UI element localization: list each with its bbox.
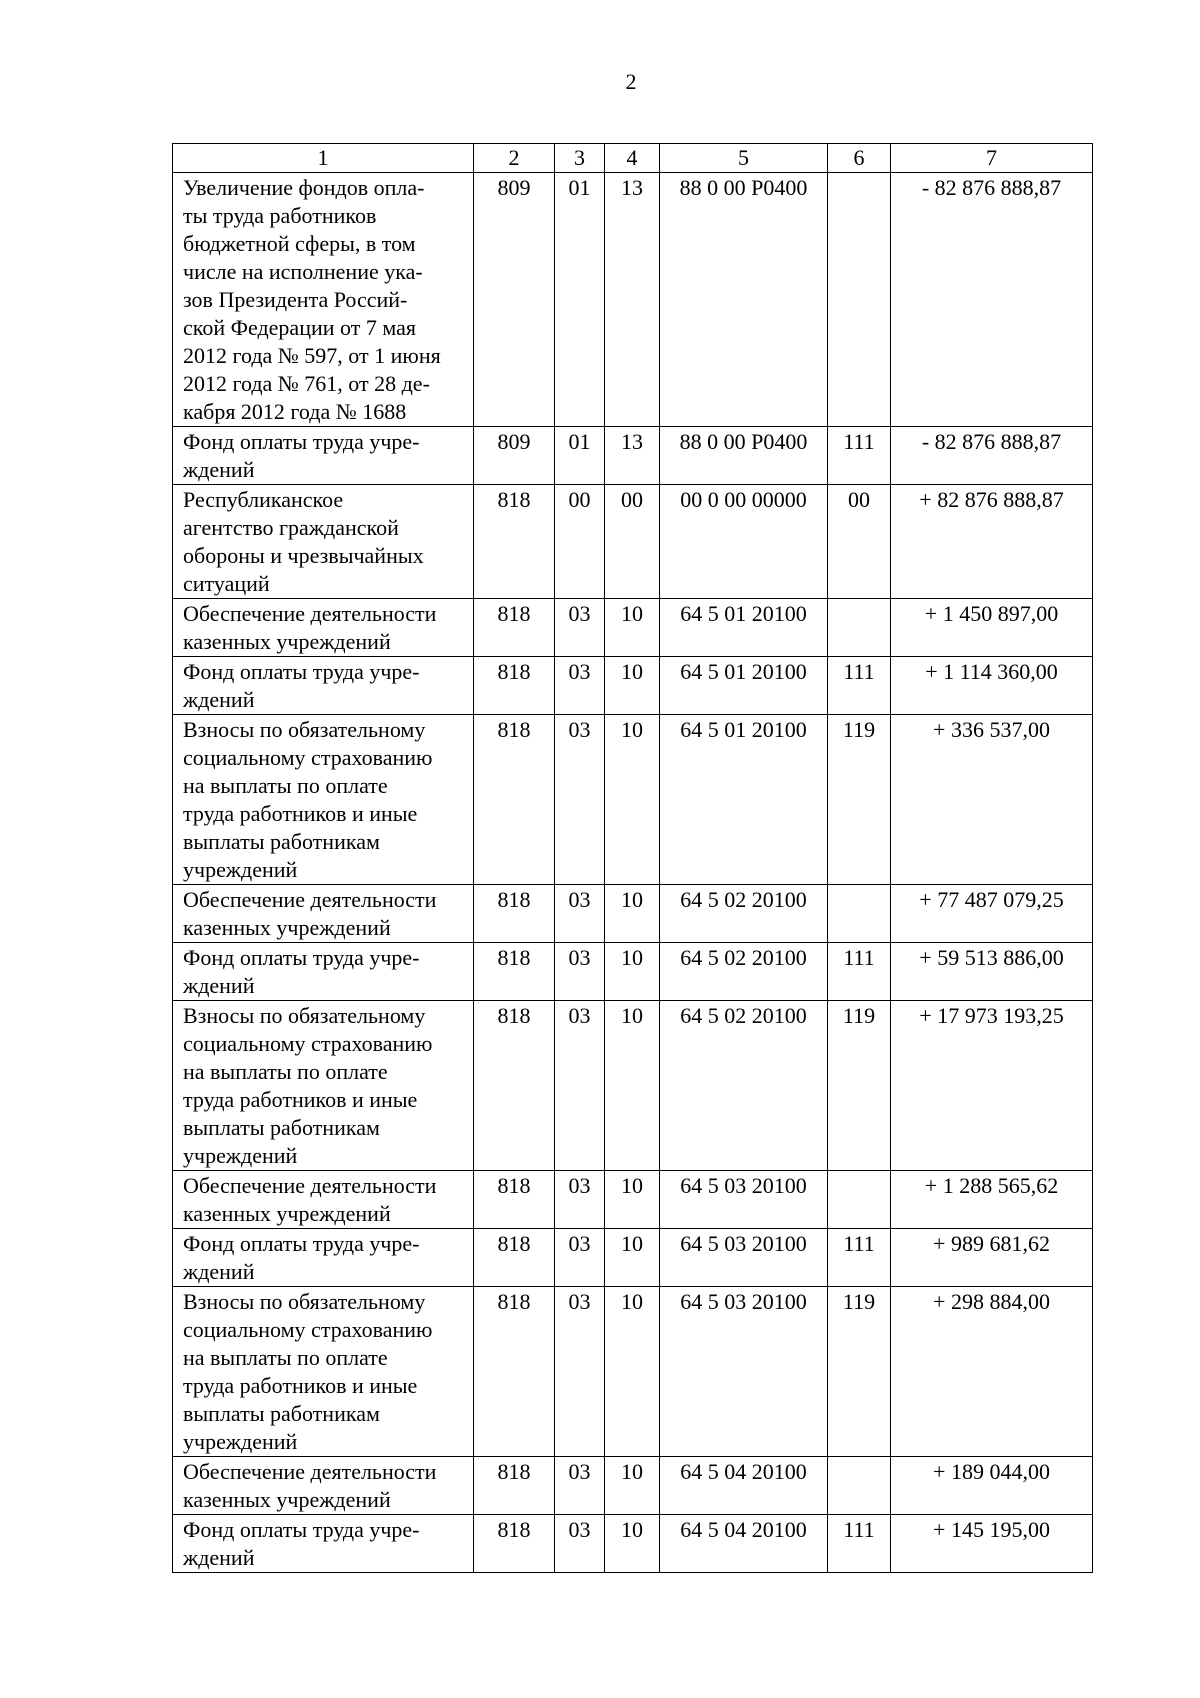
table-row [173,885,1093,943]
table-row [173,1457,1093,1515]
target-item-cell: 00 0 00 00000 [660,485,828,599]
code-cell: 818 [474,1287,555,1457]
item-name-line: Увеличение фондов опла- [183,175,425,200]
table-row [173,427,1093,485]
item-name-line: казенных учреждений [183,1201,391,1226]
code-cell: 818 [474,485,555,599]
header-row [173,144,1093,173]
item-name-cell [173,715,474,885]
header-cell-7: 7 [891,144,1093,173]
item-name-line: Фонд оплаты труда учре- [183,659,420,684]
subsection-cell: 13 [605,173,660,427]
amount-cell: + 82 876 888,87 [891,485,1093,599]
item-name-cell [173,885,474,943]
section-cell: 03 [555,1229,605,1287]
item-name-line: Республиканское [183,487,344,512]
target-item-cell: 64 5 04 20100 [660,1515,828,1573]
subsection-cell: 00 [605,485,660,599]
item-name-cell [173,427,474,485]
item-name-line: кабря 2012 года № 1688 [183,399,407,424]
code-cell: 818 [474,715,555,885]
subsection-cell: 10 [605,657,660,715]
item-name-line: ждений [183,457,255,482]
item-name-cell [173,1229,474,1287]
item-name-line: выплаты работникам [183,829,380,854]
page-number: 2 [625,69,637,94]
table-body [173,144,1093,1573]
code-cell: 818 [474,1515,555,1573]
target-item-cell: 88 0 00 Р0400 [660,173,828,427]
item-name-line: ты труда работников [183,203,377,228]
item-name-line: социальному страхованию [183,1031,433,1056]
item-name-line: учреждений [183,857,298,882]
expense-type-cell [828,173,891,427]
amount-cell: + 1 288 565,62 [891,1171,1093,1229]
item-name-cell [173,1457,474,1515]
expense-type-cell: 111 [828,1229,891,1287]
subsection-cell: 10 [605,1515,660,1573]
amount-cell: + 336 537,00 [891,715,1093,885]
item-name-cell [173,173,474,427]
target-item-cell: 64 5 01 20100 [660,657,828,715]
item-name-line: казенных учреждений [183,629,391,654]
target-item-cell: 88 0 00 Р0400 [660,427,828,485]
expense-type-cell: 00 [828,485,891,599]
section-cell: 03 [555,885,605,943]
table-row [173,173,1093,427]
item-name-line: казенных учреждений [183,915,391,940]
item-name-line: обороны и чрезвычайных [183,543,424,568]
table-row [173,657,1093,715]
code-cell: 818 [474,1229,555,1287]
expense-type-cell: 119 [828,715,891,885]
target-item-cell: 64 5 01 20100 [660,599,828,657]
amount-cell: + 1 114 360,00 [891,657,1093,715]
budget-table [172,143,1093,1573]
section-cell: 03 [555,1001,605,1171]
code-cell: 809 [474,173,555,427]
item-name-line: труда работников и иные [183,1373,418,1398]
expense-type-cell: 119 [828,1287,891,1457]
subsection-cell: 10 [605,1287,660,1457]
subsection-cell: 10 [605,1001,660,1171]
section-cell: 03 [555,657,605,715]
item-name-line: ждений [183,1259,255,1284]
item-name-line: Фонд оплаты труда учре- [183,429,420,454]
item-name-line: числе на исполнение ука- [183,259,423,284]
item-name-line: выплаты работникам [183,1401,380,1426]
header-cell-3: 3 [555,144,605,173]
item-name-line: Взносы по обязательному [183,717,426,742]
target-item-cell: 64 5 02 20100 [660,943,828,1001]
target-item-cell: 64 5 03 20100 [660,1287,828,1457]
expense-type-cell [828,1457,891,1515]
item-name-cell [173,1171,474,1229]
section-cell: 03 [555,1515,605,1573]
subsection-cell: 13 [605,427,660,485]
header-cell-4: 4 [605,144,660,173]
header-cell-1: 1 [173,144,474,173]
item-name-line: Фонд оплаты труда учре- [183,1517,420,1542]
subsection-cell: 10 [605,599,660,657]
item-name-line: Обеспечение деятельности [183,887,437,912]
item-name-line: Взносы по обязательному [183,1289,426,1314]
amount-cell: + 77 487 079,25 [891,885,1093,943]
code-cell: 818 [474,885,555,943]
table-row [173,1171,1093,1229]
item-name-cell [173,599,474,657]
item-name-cell [173,943,474,1001]
section-cell: 03 [555,943,605,1001]
table-row [173,1515,1093,1573]
code-cell: 818 [474,943,555,1001]
subsection-cell: 10 [605,885,660,943]
item-name-cell [173,1287,474,1457]
expense-type-cell: 119 [828,1001,891,1171]
header-cell-2: 2 [474,144,555,173]
item-name-line: агентство гражданской [183,515,399,540]
item-name-line: учреждений [183,1429,298,1454]
subsection-cell: 10 [605,1171,660,1229]
expense-type-cell [828,599,891,657]
item-name-line: выплаты работникам [183,1115,380,1140]
code-cell: 818 [474,657,555,715]
code-cell: 818 [474,1457,555,1515]
section-cell: 03 [555,1287,605,1457]
expense-type-cell: 111 [828,943,891,1001]
expense-type-cell [828,1171,891,1229]
item-name-line: 2012 года № 761, от 28 де- [183,371,430,396]
expense-type-cell [828,885,891,943]
item-name-line: зов Президента Россий- [183,287,408,312]
item-name-line: социальному страхованию [183,745,433,770]
section-cell: 03 [555,715,605,885]
code-cell: 818 [474,1171,555,1229]
section-cell: 03 [555,1457,605,1515]
item-name-cell [173,657,474,715]
item-name-line: социальному страхованию [183,1317,433,1342]
code-cell: 809 [474,427,555,485]
item-name-line: Обеспечение деятельности [183,601,437,626]
item-name-line: труда работников и иные [183,801,418,826]
code-cell: 818 [474,599,555,657]
item-name-line: 2012 года № 597, от 1 июня [183,343,441,368]
amount-cell: + 1 450 897,00 [891,599,1093,657]
target-item-cell: 64 5 01 20100 [660,715,828,885]
amount-cell: + 17 973 193,25 [891,1001,1093,1171]
item-name-line: Обеспечение деятельности [183,1459,437,1484]
item-name-cell [173,1001,474,1171]
item-name-line: Взносы по обязательному [183,1003,426,1028]
item-name-line: бюджетной сферы, в том [183,231,416,256]
item-name-line: учреждений [183,1143,298,1168]
amount-cell: + 189 044,00 [891,1457,1093,1515]
section-cell: 03 [555,1171,605,1229]
amount-cell: + 59 513 886,00 [891,943,1093,1001]
section-cell: 00 [555,485,605,599]
expense-type-cell: 111 [828,1515,891,1573]
item-name-cell [173,1515,474,1573]
item-name-line: на выплаты по оплате [183,1345,388,1370]
section-cell: 03 [555,599,605,657]
expense-type-cell: 111 [828,657,891,715]
header-cell-6: 6 [828,144,891,173]
table-row [173,1001,1093,1171]
table-row [173,599,1093,657]
table-row [173,485,1093,599]
amount-cell: + 145 195,00 [891,1515,1093,1573]
item-name-line: труда работников и иные [183,1087,418,1112]
item-name-line: казенных учреждений [183,1487,391,1512]
amount-cell: + 989 681,62 [891,1229,1093,1287]
subsection-cell: 10 [605,1229,660,1287]
table-row [173,715,1093,885]
amount-cell: + 298 884,00 [891,1287,1093,1457]
table-row [173,1229,1093,1287]
header-cell-5: 5 [660,144,828,173]
section-cell: 01 [555,173,605,427]
subsection-cell: 10 [605,715,660,885]
subsection-cell: 10 [605,1457,660,1515]
subsection-cell: 10 [605,943,660,1001]
item-name-line: ситуаций [183,571,270,596]
item-name-line: Обеспечение деятельности [183,1173,437,1198]
item-name-line: ской Федерации от 7 мая [183,315,416,340]
item-name-cell [173,485,474,599]
item-name-line: ждений [183,973,255,998]
target-item-cell: 64 5 02 20100 [660,1001,828,1171]
section-cell: 01 [555,427,605,485]
amount-cell: - 82 876 888,87 [891,427,1093,485]
item-name-line: Фонд оплаты труда учре- [183,945,420,970]
amount-cell: - 82 876 888,87 [891,173,1093,427]
code-cell: 818 [474,1001,555,1171]
item-name-line: ждений [183,1545,255,1570]
item-name-line: на выплаты по оплате [183,1059,388,1084]
target-item-cell: 64 5 03 20100 [660,1171,828,1229]
expense-type-cell: 111 [828,427,891,485]
item-name-line: на выплаты по оплате [183,773,388,798]
table-row [173,943,1093,1001]
table-row [173,1287,1093,1457]
item-name-line: ждений [183,687,255,712]
target-item-cell: 64 5 04 20100 [660,1457,828,1515]
target-item-cell: 64 5 03 20100 [660,1229,828,1287]
item-name-line: Фонд оплаты труда учре- [183,1231,420,1256]
target-item-cell: 64 5 02 20100 [660,885,828,943]
